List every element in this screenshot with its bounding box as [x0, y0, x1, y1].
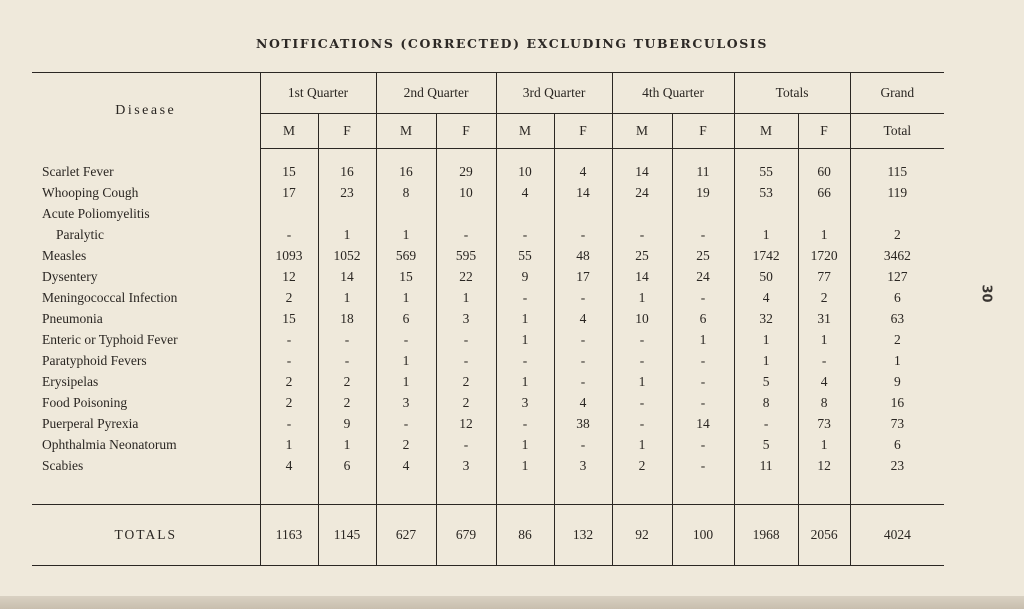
table-row [32, 392, 944, 413]
table-cell: 4 [376, 455, 436, 476]
table-cell: 19 [672, 182, 734, 203]
table-cell: 9 [318, 413, 376, 434]
table-cell: 14 [612, 266, 672, 287]
table-cell: - [260, 224, 318, 245]
totals-cell: 1163 [260, 505, 318, 566]
disease-name: Food Poisoning [42, 394, 128, 410]
table-cell: - [376, 413, 436, 434]
header-m: M [376, 114, 436, 149]
table-cell: 1720 [798, 245, 850, 266]
table-cell: - [496, 224, 554, 245]
header-quarter-4: 4th Quarter [612, 73, 734, 114]
table-cell: 8 [376, 182, 436, 203]
table-cell: 1 [376, 350, 436, 371]
table-row [32, 455, 944, 476]
totals-cell: 92 [612, 505, 672, 566]
table-cell: 569 [376, 245, 436, 266]
table-cell: 10 [612, 308, 672, 329]
table-cell: - [672, 350, 734, 371]
table-cell [376, 203, 436, 224]
page-title: NOTIFICATIONS (CORRECTED) EXCLUDING TUBERCULOSIS [256, 36, 768, 51]
table-cell: 1 [376, 287, 436, 308]
table-cell: 77 [798, 266, 850, 287]
table-row [32, 308, 944, 329]
table-cell: - [436, 434, 496, 455]
table-cell: 1 [260, 434, 318, 455]
table-cell: 8 [734, 392, 798, 413]
table-row [32, 182, 944, 203]
table-cell: - [672, 455, 734, 476]
table-cell: 1 [672, 329, 734, 350]
table-cell: 50 [734, 266, 798, 287]
table-cell: 1 [850, 350, 944, 371]
table-cell [260, 203, 318, 224]
disease-name: Measles [42, 247, 87, 263]
table-cell: - [260, 329, 318, 350]
table-cell: 11 [734, 455, 798, 476]
table-cell: - [318, 329, 376, 350]
table-cell: 1 [376, 224, 436, 245]
table-cell: - [436, 329, 496, 350]
table-cell: - [436, 350, 496, 371]
table-row [32, 224, 944, 245]
table-cell: 1 [798, 434, 850, 455]
header-totals: Totals [734, 73, 850, 114]
table-cell: - [496, 413, 554, 434]
table-cell: 12 [436, 413, 496, 434]
table-cell: 60 [798, 161, 850, 182]
table-cell: 115 [850, 161, 944, 182]
table-cell [798, 203, 850, 224]
disease-name: Dysentery [42, 268, 98, 284]
table-cell: 12 [798, 455, 850, 476]
table-cell [612, 203, 672, 224]
table-cell: 5 [734, 371, 798, 392]
totals-cell: 2056 [798, 505, 850, 566]
table-cell: - [318, 350, 376, 371]
table-cell: 66 [798, 182, 850, 203]
table-cell: 9 [850, 371, 944, 392]
table-row [32, 161, 944, 182]
table-cell: 1 [318, 434, 376, 455]
table-cell: - [554, 350, 612, 371]
table-cell: 1 [376, 371, 436, 392]
header-quarter-3: 3rd Quarter [496, 73, 612, 114]
header-m: M [612, 114, 672, 149]
totals-row [32, 505, 944, 566]
table-cell: 4 [798, 371, 850, 392]
table-cell [734, 203, 798, 224]
table-cell: 1 [612, 371, 672, 392]
table-cell: - [554, 287, 612, 308]
table-cell: 1 [496, 308, 554, 329]
table-cell: 3 [376, 392, 436, 413]
table-cell: 14 [612, 161, 672, 182]
table-cell: 1 [496, 455, 554, 476]
table-row [32, 245, 944, 266]
table-cell: 1052 [318, 245, 376, 266]
table-cell: 10 [496, 161, 554, 182]
table-cell: 31 [798, 308, 850, 329]
totals-cell: 1968 [734, 505, 798, 566]
header-f: F [672, 114, 734, 149]
table-cell: - [436, 224, 496, 245]
table-cell: - [672, 434, 734, 455]
disease-name: Pneumonia [42, 310, 103, 326]
table-cell: 12 [260, 266, 318, 287]
table-cell: 3 [436, 308, 496, 329]
table-cell: 14 [554, 182, 612, 203]
table-cell: 17 [260, 182, 318, 203]
header-f: F [798, 114, 850, 149]
table-row [32, 413, 944, 434]
table-cell: - [496, 287, 554, 308]
header-f: F [554, 114, 612, 149]
table-cell: - [672, 392, 734, 413]
table-cell: 9 [496, 266, 554, 287]
table-cell: - [260, 350, 318, 371]
table-cell: 14 [318, 266, 376, 287]
table-cell: 2 [436, 392, 496, 413]
totals-cell: 679 [436, 505, 496, 566]
table-cell: 3 [436, 455, 496, 476]
table-cell: 18 [318, 308, 376, 329]
table-cell: - [612, 329, 672, 350]
table-cell: 4 [554, 308, 612, 329]
table-cell: - [612, 413, 672, 434]
table-cell: - [612, 392, 672, 413]
table-cell: 2 [260, 392, 318, 413]
table-cell: 24 [672, 266, 734, 287]
table-cell: 16 [376, 161, 436, 182]
table-cell: 15 [376, 266, 436, 287]
table-cell: 1 [734, 224, 798, 245]
spacer-row [32, 149, 944, 162]
table-cell: - [554, 371, 612, 392]
table-cell: 1 [734, 350, 798, 371]
table-cell: - [734, 413, 798, 434]
table-cell: 4 [554, 392, 612, 413]
table-cell: 127 [850, 266, 944, 287]
totals-cell: 132 [554, 505, 612, 566]
table-cell: 6 [318, 455, 376, 476]
table-cell: 16 [318, 161, 376, 182]
table-row [32, 371, 944, 392]
disease-name: Paratyphoid Fevers [42, 352, 147, 368]
table-cell: 2 [318, 392, 376, 413]
table-cell: 15 [260, 161, 318, 182]
table-row [32, 329, 944, 350]
table-cell: 119 [850, 182, 944, 203]
totals-cell: 1145 [318, 505, 376, 566]
table-cell: 2 [376, 434, 436, 455]
table-row [32, 203, 944, 224]
totals-label: TOTALS [32, 505, 260, 566]
table-cell: 48 [554, 245, 612, 266]
table-cell: 1 [612, 434, 672, 455]
table-cell [850, 203, 944, 224]
spacer-row [32, 476, 944, 505]
page-number: 30 [978, 284, 994, 303]
disease-name: Erysipelas [42, 373, 99, 389]
table-cell: 1 [318, 224, 376, 245]
table-cell: - [554, 434, 612, 455]
table-cell: 32 [734, 308, 798, 329]
header-row-quarters [32, 73, 944, 114]
table-cell: 1 [318, 287, 376, 308]
table-cell: 2 [850, 329, 944, 350]
table-cell: 73 [850, 413, 944, 434]
table-cell: 3462 [850, 245, 944, 266]
table-cell: 1 [798, 224, 850, 245]
table-cell: 1093 [260, 245, 318, 266]
disease-name: Ophthalmia Neonatorum [42, 436, 177, 452]
header-quarter-2: 2nd Quarter [376, 73, 496, 114]
table-cell: 4 [734, 287, 798, 308]
table-cell: 17 [554, 266, 612, 287]
table-cell: 2 [260, 371, 318, 392]
table-cell: 25 [672, 245, 734, 266]
table-cell: 55 [734, 161, 798, 182]
table-cell: 4 [260, 455, 318, 476]
table-cell: 2 [612, 455, 672, 476]
table-row [32, 434, 944, 455]
table-cell: 1 [798, 329, 850, 350]
table-cell: 53 [734, 182, 798, 203]
table-cell: 4 [496, 182, 554, 203]
table-row [32, 350, 944, 371]
table-cell: 11 [672, 161, 734, 182]
table-cell [436, 203, 496, 224]
table-cell: - [672, 287, 734, 308]
table-cell: 595 [436, 245, 496, 266]
disease-name: Whooping Cough [42, 184, 139, 200]
table-cell: 63 [850, 308, 944, 329]
table-cell: 73 [798, 413, 850, 434]
table-cell: 15 [260, 308, 318, 329]
header-m: M [496, 114, 554, 149]
table-cell: - [612, 224, 672, 245]
table-cell: 1 [496, 434, 554, 455]
page-edge [0, 596, 1024, 609]
notifications-table [32, 72, 944, 566]
table-cell: 5 [734, 434, 798, 455]
disease-name: Scabies [42, 457, 84, 473]
table-cell: 16 [850, 392, 944, 413]
table-cell: - [376, 329, 436, 350]
table-cell: 3 [496, 392, 554, 413]
header-f: F [318, 114, 376, 149]
table-cell: 22 [436, 266, 496, 287]
table-cell: 23 [318, 182, 376, 203]
table-cell [672, 203, 734, 224]
table-cell: 2 [850, 224, 944, 245]
table-cell: 1742 [734, 245, 798, 266]
table-cell: 6 [376, 308, 436, 329]
header-quarter-1: 1st Quarter [260, 73, 376, 114]
table-cell: 24 [612, 182, 672, 203]
table-cell: 25 [612, 245, 672, 266]
table-cell: 2 [260, 287, 318, 308]
disease-name: Meningococcal Infection [42, 289, 178, 305]
disease-name: Scarlet Fever [42, 163, 114, 179]
table-cell: 8 [798, 392, 850, 413]
totals-cell: 627 [376, 505, 436, 566]
table-cell: 1 [612, 287, 672, 308]
header-m: M [260, 114, 318, 149]
table-cell [318, 203, 376, 224]
disease-name: Acute Poliomyelitis [42, 205, 150, 221]
totals-cell: 100 [672, 505, 734, 566]
table-cell: 2 [436, 371, 496, 392]
table-cell: - [496, 350, 554, 371]
totals-cell: 86 [496, 505, 554, 566]
table-cell: 1 [734, 329, 798, 350]
table-cell: 23 [850, 455, 944, 476]
disease-name: Paralytic [56, 226, 104, 242]
table-cell: - [554, 329, 612, 350]
table-cell: 3 [554, 455, 612, 476]
table-row [32, 266, 944, 287]
table-cell: 2 [798, 287, 850, 308]
disease-name: Puerperal Pyrexia [42, 415, 139, 431]
table-cell: - [672, 371, 734, 392]
table-cell: 4 [554, 161, 612, 182]
table-cell: 38 [554, 413, 612, 434]
table-cell: 1 [496, 329, 554, 350]
table-cell: 55 [496, 245, 554, 266]
table-cell: 6 [850, 434, 944, 455]
table-cell: - [554, 224, 612, 245]
table-cell: 1 [436, 287, 496, 308]
header-m: M [734, 114, 798, 149]
table-cell: 29 [436, 161, 496, 182]
disease-name: Enteric or Typhoid Fever [42, 331, 178, 347]
table-cell: 10 [436, 182, 496, 203]
table-cell: - [260, 413, 318, 434]
table-cell: 1 [496, 371, 554, 392]
table-cell: - [612, 350, 672, 371]
table-cell: 2 [318, 371, 376, 392]
header-f: F [436, 114, 496, 149]
table-cell: 14 [672, 413, 734, 434]
header-grand: Grand [850, 73, 944, 114]
table-row [32, 287, 944, 308]
table-cell [496, 203, 554, 224]
table-cell: - [798, 350, 850, 371]
table-cell: 6 [850, 287, 944, 308]
table-cell: - [672, 224, 734, 245]
table-cell [554, 203, 612, 224]
table-cell: 6 [672, 308, 734, 329]
header-grand-total: Total [850, 114, 944, 149]
table-body [32, 161, 944, 476]
disease-header: Disease [32, 73, 260, 149]
totals-cell: 4024 [850, 505, 944, 566]
